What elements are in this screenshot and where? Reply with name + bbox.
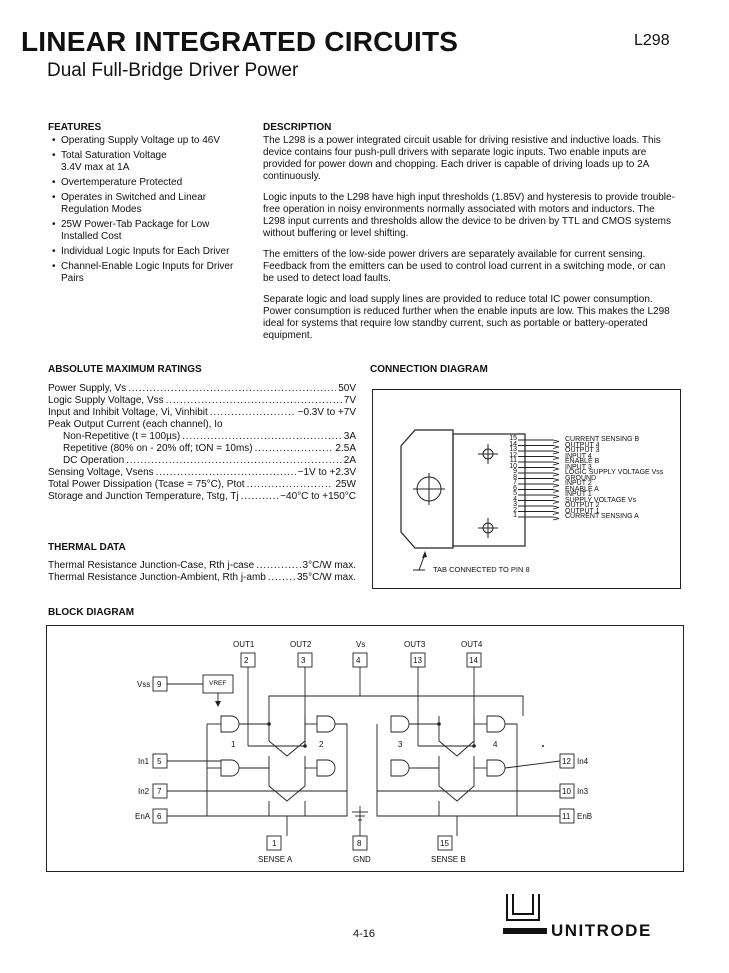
pin-name: LOGIC SUPPLY VOLTAGE Vss bbox=[565, 469, 664, 476]
connection-diagram bbox=[372, 389, 681, 589]
pin-label-gnd: GND bbox=[353, 855, 371, 864]
feature-item: • Operates in Switched and Linear Regulation Modes bbox=[48, 192, 248, 216]
rating-value: 50V bbox=[338, 383, 356, 394]
pin-num-ena: 6 bbox=[157, 812, 162, 821]
pin-name-column bbox=[565, 437, 663, 520]
pin-label-enb: EnB bbox=[577, 812, 593, 821]
pin-number: 4 bbox=[513, 495, 517, 503]
rating-value: 7V bbox=[343, 395, 356, 406]
pin-number: 9 bbox=[513, 468, 517, 475]
feature-item: • Individual Logic Inputs for Each Driver bbox=[48, 246, 248, 258]
block-heading: BLOCK DIAGRAM bbox=[48, 607, 135, 618]
thermal-heading: THERMAL DATA bbox=[48, 542, 126, 553]
pin-number: 1 bbox=[513, 512, 517, 519]
pin-label-sense-a: SENSE A bbox=[258, 855, 293, 864]
rating-label: Sensing Voltage, Vsens bbox=[48, 467, 154, 478]
rating-row bbox=[48, 479, 356, 491]
part-number: L298 bbox=[634, 32, 670, 49]
driver-number: 1 bbox=[231, 740, 236, 749]
pin-name: GROUND bbox=[565, 474, 597, 482]
pin-name: ENABLE B bbox=[565, 458, 600, 465]
rating-label: Repetitive (80% on - 20% off; tON = 10ms) bbox=[63, 443, 253, 454]
pin-label-in1: In1 bbox=[138, 757, 150, 766]
pin-name: CURRENT SENSING B bbox=[565, 436, 640, 443]
rating-row bbox=[48, 491, 356, 503]
rating-label: Non-Repetitive (t = 100µs) bbox=[63, 431, 181, 442]
pin-name: OUTPUT 2 bbox=[565, 502, 600, 509]
pin-label-out3: OUT3 bbox=[404, 640, 426, 649]
pin-number: 5 bbox=[513, 490, 517, 497]
rating-row bbox=[48, 455, 356, 467]
brand-name: UNITRODE bbox=[551, 921, 652, 940]
pin-num-gnd: 8 bbox=[357, 839, 362, 848]
pin-name: CURRENT SENSING A bbox=[565, 513, 639, 520]
rating-value: 3A bbox=[343, 431, 356, 442]
rating-row bbox=[48, 467, 356, 479]
thermal-label: Thermal Resistance Junction-Case, Rth j-case bbox=[48, 560, 255, 571]
thermal-value: 3°C/W max. bbox=[302, 560, 356, 571]
rating-row bbox=[48, 443, 356, 455]
rating-label: Storage and Junction Temperature, Tstg, Tj bbox=[48, 491, 239, 502]
pin-label-in3: In3 bbox=[577, 787, 589, 796]
vref-label: VREF bbox=[209, 680, 227, 687]
driver-number: 4 bbox=[493, 740, 498, 749]
pin-num-in4: 12 bbox=[562, 757, 571, 766]
rating-value: 25W bbox=[335, 479, 356, 490]
pin-name: SUPPLY VOLTAGE Vs bbox=[565, 496, 637, 504]
pin-number: 12 bbox=[509, 451, 517, 459]
description-body bbox=[263, 135, 678, 351]
pin-number: 11 bbox=[509, 457, 517, 464]
description-paragraph: The emitters of the low-side power drivers are separately available for current sensing. Feedback from the emitters can be used to control load current in a switching mode, or can be used to detect load faults. bbox=[263, 249, 666, 284]
pin-number: 15 bbox=[509, 435, 517, 442]
description-paragraph: Logic inputs to the L298 have high input thresholds (1.85V) and hysteresis to provide trouble-free operation in noisy environments normally associated with motors and inductors. The L298 input currents and thresholds allow the device to be driven by TTL and CMOS systems without buffering or level shifting. bbox=[263, 192, 675, 239]
block-diagram bbox=[46, 625, 684, 872]
rating-label: Peak Output Current (each channel), Io bbox=[48, 419, 223, 430]
page-title: LINEAR INTEGRATED CIRCUITS bbox=[21, 26, 459, 57]
feature-item: • Operating Supply Voltage up to 46V bbox=[48, 135, 248, 147]
pin-num-vs: 4 bbox=[356, 656, 361, 665]
pin-num-sense-b: 15 bbox=[440, 839, 449, 848]
thermal-value: 35°C/W max. bbox=[296, 572, 356, 583]
rating-row bbox=[48, 407, 356, 419]
pin-name: INPUT 3 bbox=[565, 463, 592, 471]
rating-label: Logic Supply Voltage, Vss bbox=[48, 395, 164, 406]
features-list bbox=[48, 135, 248, 288]
feature-item: • Total Saturation Voltage 3.4V max at 1A bbox=[48, 150, 248, 174]
unitrode-logo-icon bbox=[503, 894, 547, 943]
description-paragraph: Separate logic and load supply lines are provided to reduce total IC power consumption. Power consumption is reduced further when the enable inputs are low. This makes the L298 ideal for systems that require low standby current, such as portable or battery-operated equipment. bbox=[263, 294, 670, 341]
pin-label-sense-b: SENSE B bbox=[431, 855, 466, 864]
thermal-label: Thermal Resistance Junction-Ambient, Rth j-amb bbox=[48, 572, 266, 583]
rating-value: −40°C to +150°C bbox=[280, 491, 356, 502]
pin-number: 14 bbox=[509, 440, 517, 448]
pin-name: OUTPUT 4 bbox=[565, 441, 600, 449]
feature-item: • 25W Power-Tab Package for Low Installed Cost bbox=[48, 219, 248, 243]
pin-label-vs: Vs bbox=[356, 640, 366, 649]
pin-name: INPUT 1 bbox=[565, 491, 592, 498]
pin-number: 10 bbox=[509, 462, 517, 470]
pin-label-ena: EnA bbox=[135, 812, 151, 821]
pin-number: 3 bbox=[513, 501, 517, 508]
rating-value: −0.3V to +7V bbox=[297, 407, 356, 418]
pin-number: 13 bbox=[509, 446, 517, 453]
rating-label: Input and Inhibit Voltage, Vi, Vinhibit bbox=[48, 407, 208, 418]
description-heading: DESCRIPTION bbox=[263, 122, 332, 133]
rating-row bbox=[48, 431, 356, 443]
pin-name: OUTPUT 1 bbox=[565, 507, 600, 515]
thermal-row bbox=[48, 560, 356, 572]
thermal-table bbox=[48, 560, 356, 584]
rating-label: Total Power Dissipation (Tcase = 75°C), Ptot bbox=[48, 479, 245, 490]
tab-note: TAB CONNECTED TO PIN 8 bbox=[433, 565, 530, 574]
driver-number: 3 bbox=[398, 740, 403, 749]
pin-label-in2: In2 bbox=[138, 787, 150, 796]
rating-label: DC Operation bbox=[63, 455, 125, 466]
thermal-row bbox=[48, 572, 356, 584]
rating-value: −1V to +2.3V bbox=[297, 467, 356, 478]
pin-num-out2: 3 bbox=[301, 656, 306, 665]
pin-number: 7 bbox=[513, 479, 517, 486]
features-heading: FEATURES bbox=[48, 122, 102, 133]
pin-num-in1: 5 bbox=[157, 757, 162, 766]
page-subtitle: Dual Full-Bridge Driver Power bbox=[47, 60, 299, 81]
rating-row bbox=[48, 395, 356, 407]
pin-num-sense-a: 1 bbox=[272, 839, 277, 848]
pin-name: INPUT 4 bbox=[565, 452, 592, 460]
rating-label: Power Supply, Vs bbox=[48, 383, 127, 394]
driver-number: 2 bbox=[319, 740, 324, 749]
block-schematic bbox=[47, 626, 683, 871]
pin-num-out3: 13 bbox=[413, 656, 422, 665]
pin-name: INPUT 2 bbox=[565, 480, 592, 487]
feature-item: • Channel-Enable Logic Inputs for Driver Pairs bbox=[48, 261, 248, 285]
pin-label-out4: OUT4 bbox=[461, 640, 483, 649]
rating-value: 2A bbox=[343, 455, 356, 466]
ratings-heading: ABSOLUTE MAXIMUM RATINGS bbox=[48, 364, 202, 375]
rating-value: 2.5A bbox=[335, 443, 356, 454]
rating-row bbox=[48, 419, 356, 431]
rating-row bbox=[48, 383, 356, 395]
pin-label-out1: OUT1 bbox=[233, 640, 255, 649]
pin-num-in2: 7 bbox=[157, 787, 162, 796]
page-number: 4-16 bbox=[353, 928, 376, 940]
pin-label-vss: Vss bbox=[137, 680, 151, 689]
pin-number: 8 bbox=[513, 473, 517, 481]
pin-num-out1: 2 bbox=[244, 656, 249, 665]
pin-num-in3: 10 bbox=[562, 787, 571, 796]
pin-label-out2: OUT2 bbox=[290, 640, 312, 649]
pin-number: 2 bbox=[513, 506, 517, 514]
pin-number: 6 bbox=[513, 484, 517, 492]
pin-num-out4: 14 bbox=[469, 656, 478, 665]
pin-number-column bbox=[503, 436, 517, 519]
pin-label-in4: In4 bbox=[577, 757, 589, 766]
feature-item: • Overtemperature Protected bbox=[48, 177, 248, 189]
description-paragraph: The L298 is a power integrated circuit usable for driving resistive and inductive loads. This device contains four push-pull drivers with separate logic inputs. Two enable inputs are provided for power down and chopping. Each driver is capable of driving loads up to 2A continuously. bbox=[263, 135, 661, 182]
connection-heading: CONNECTION DIAGRAM bbox=[370, 364, 488, 375]
pin-num-vss: 9 bbox=[157, 680, 162, 689]
pin-name: ENABLE A bbox=[565, 485, 599, 493]
pin-name: OUTPUT 3 bbox=[565, 447, 600, 454]
ratings-table bbox=[48, 383, 356, 503]
pin-num-enb: 11 bbox=[562, 812, 571, 821]
